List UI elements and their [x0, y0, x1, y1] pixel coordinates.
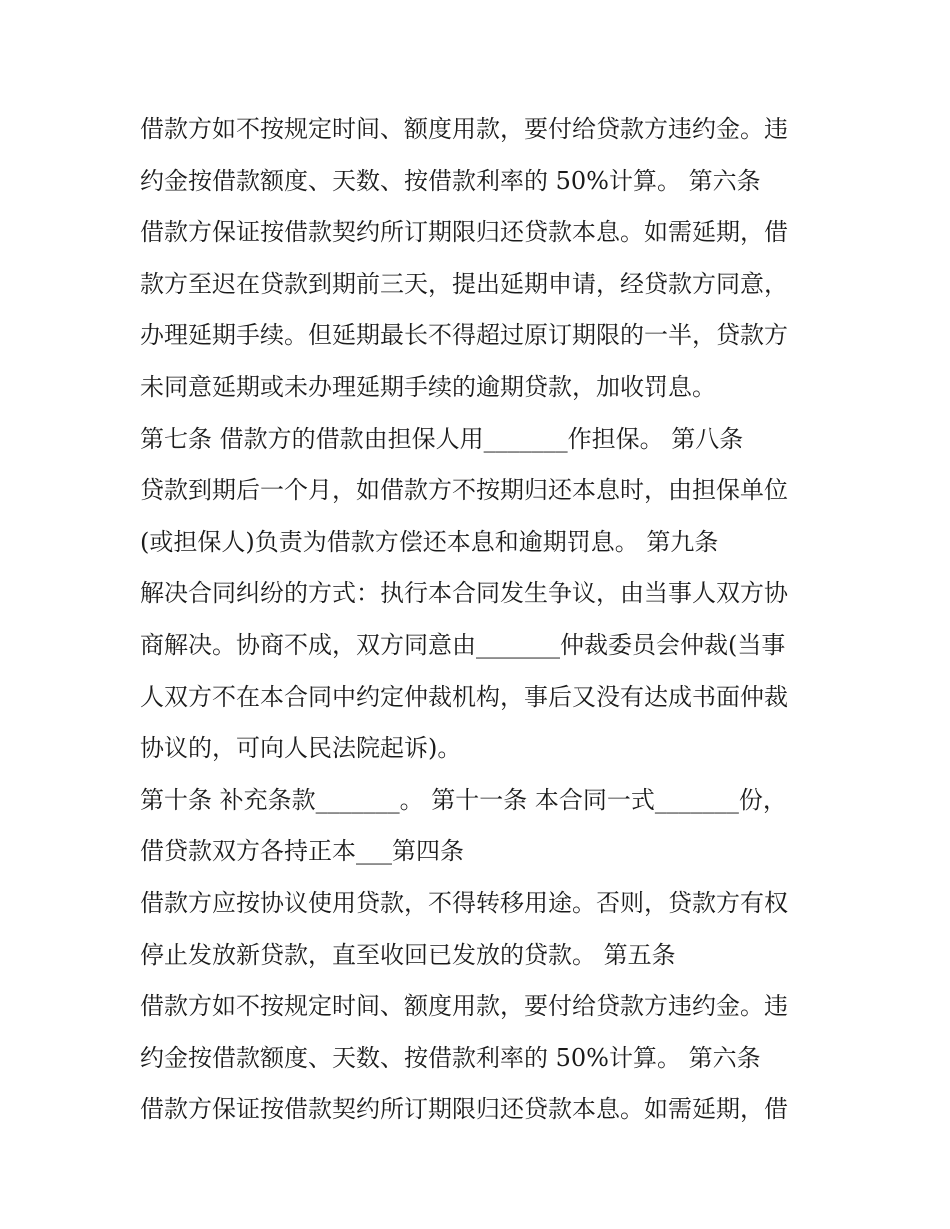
text-line: 停止发放新贷款，直至收回已发放的贷款。 第五条	[140, 940, 676, 969]
text-line: (或担保人)负责为借款方偿还本息和逾期罚息。 第九条	[140, 527, 719, 556]
text-line: 借款方保证按借款契约所订期限归还贷款本息。如需延期，借	[140, 1095, 788, 1124]
contract-body-text	[140, 104, 820, 1136]
text-line: 款方至迟在贷款到期前三天，提出延期申请，经贷款方同意，	[140, 269, 788, 298]
text-line: 借款方如不按规定时间、额度用款，要付给贷款方违约金。违	[140, 115, 788, 143]
text-line: 借款方如不按规定时间、额度用款，要付给贷款方违约金。违	[140, 992, 788, 1021]
text-line: 人双方不在本合同中约定仲裁机构，事后又没有达成书面仲裁	[140, 682, 788, 711]
text-line: 贷款到期后一个月，如借款方不按期归还本息时，由担保单位	[140, 476, 788, 505]
text-line: 解决合同纠纷的方式：执行本合同发生争议，由当事人双方协	[140, 579, 788, 608]
text-line: 约金按借款额度、天数、按借款利率的 50%计算。 第六条	[140, 1043, 761, 1072]
text-line: 协议的，可向人民法院起诉)。	[140, 734, 462, 763]
text-line: 借款方保证按借款契约所订期限归还贷款本息。如需延期，借	[140, 218, 788, 247]
text-line: 借贷款双方各持正本___第四条	[140, 837, 464, 866]
text-line: 借款方应按协议使用贷款，不得转移用途。否则，贷款方有权	[140, 888, 788, 917]
text-line: 第七条 借款方的借款由担保人用_______作担保。 第八条	[140, 424, 744, 453]
text-line: 未同意延期或未办理延期手续的逾期贷款，加收罚息。	[140, 372, 716, 401]
text-line: 办理延期手续。但延期最长不得超过原订期限的一半，贷款方	[140, 321, 788, 350]
text-line: 商解决。协商不成，双方同意由_______仲裁委员会仲裁(当事	[140, 630, 786, 659]
text-line: 约金按借款额度、天数、按借款利率的 50%计算。 第六条	[140, 166, 761, 195]
text-line: 第十条 补充条款_______。 第十一条 本合同一式_______份，	[140, 785, 787, 814]
